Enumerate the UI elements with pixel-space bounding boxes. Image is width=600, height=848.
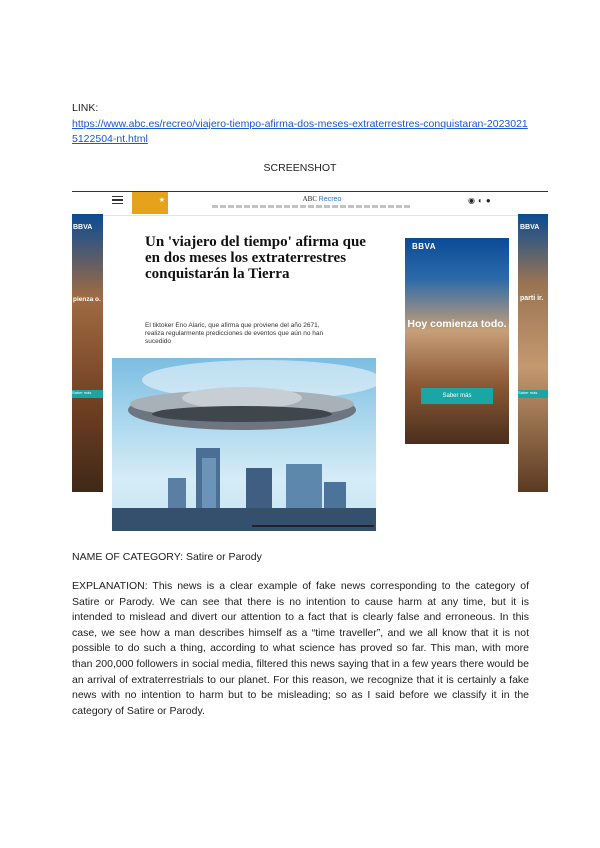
- header-divider: [72, 215, 548, 216]
- theme-icon: ◐: [477, 196, 486, 205]
- article-headline: Un 'viajero del tiempo' afirma que en dos meses los extraterrestres conquistarán la Tierra: [145, 234, 366, 282]
- nav-subbar: [212, 205, 412, 208]
- left-ad-brand: BBVA: [73, 224, 93, 231]
- right-side-ad: [518, 214, 548, 492]
- section-name: Recreo: [318, 196, 342, 203]
- category-name: NAME OF CATEGORY: Satire or Parody: [72, 551, 262, 563]
- notifications-icon: ◉: [468, 196, 478, 205]
- left-ad-button: Saber más: [72, 390, 103, 398]
- article-screenshot: [72, 188, 548, 534]
- screenshot-label: SCREENSHOT: [263, 162, 337, 174]
- bbva-ad: [405, 238, 509, 444]
- link-label: LINK:: [72, 102, 99, 114]
- article-lede: El tiktoker Eno Alaric, que afirma que proviene del año 2671, realiza regularmente predicciones de eventos que aún no han sucedido: [145, 322, 324, 345]
- right-ad-slogan: parti ir.: [520, 295, 544, 302]
- star-icon: ★: [158, 197, 165, 204]
- ufo-illustration: [112, 358, 376, 531]
- right-ad-brand: BBVA: [520, 224, 540, 231]
- ad-brand: BBVA: [412, 242, 437, 251]
- menu-icon: [112, 196, 123, 203]
- site-name: ABC: [302, 195, 318, 203]
- left-side-ad: [72, 214, 103, 492]
- ufo-photo: [112, 358, 376, 531]
- header-icons: [468, 196, 494, 205]
- left-ad-slogan: pienza o.: [73, 296, 101, 303]
- ad-slogan: Hoy comienza todo.: [407, 318, 507, 330]
- site-masthead: [252, 195, 392, 203]
- source-link[interactable]: https://www.abc.es/recreo/viajero-tiempo-afirma-dos-meses-extraterrestres-conquistaran-20230215122504-nt.html: [72, 118, 528, 145]
- user-icon: ●: [485, 196, 494, 205]
- subscription-badge: [132, 192, 168, 214]
- ad-cta-button[interactable]: Saber más: [421, 388, 493, 404]
- explanation-paragraph: EXPLANATION: This news is a clear example of fake news corresponding to the category of Satire or Parody. We can see that there is no intention to cause harm at any time, but it is intended to mislead and divert our attention to a fact that is clearly false and erroneous. In this case, we see how a man describes himself as a “time traveller”, and we all know that it is not possible to do such a thing, according to what science has proved so far. This man, with more than 200,000 followers in social media, filtered this news saying that in a few years there would be an arrival of extraterrestrials to our planet. For this reason, we recognize that it is certainly a fake news with no intention to harm but to be misleading; so as I said before we classify it in the category of Satire or Parody.: [72, 580, 529, 717]
- right-ad-button: Saber más: [518, 390, 548, 398]
